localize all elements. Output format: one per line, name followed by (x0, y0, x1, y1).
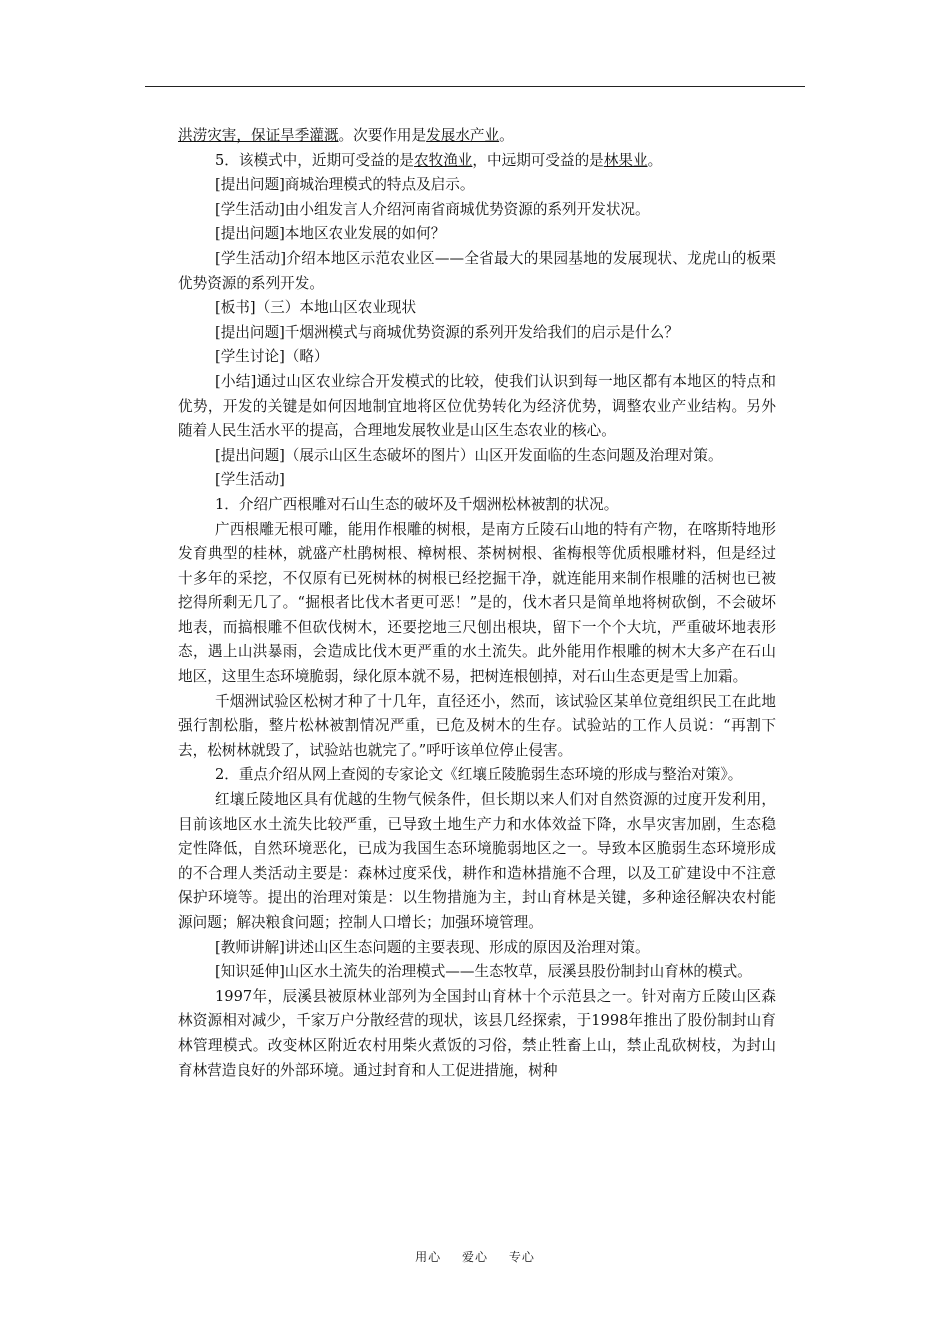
paragraph (178, 518, 776, 690)
paragraph-text: [学生活动] (215, 471, 285, 489)
paragraph-text: 红壤丘陵地区具有优越的生物气候条件，但长期以来人们对自然资源的过度开发利用，目前该地区水土流失比较严重，已导致土地生产力和水体效益下降，水旱灾害加剧，生态稳定性降低，自然环境恶化，已成为我国生态环境脆弱地区之一。导致本区脆弱生态环境形成的不合理人类活动主要是：森林过度采伐，耕作和造林措施不合理，以及工矿建设中不注意保护环境等。提出的治理对策是：以生物措施为主，封山育林是关键，多种途径解决农村能源问题；解决粮食问题；控制人口增长；加强环境管理。 (178, 791, 776, 931)
paragraph-text: [提出问题]（展示山区生态破坏的图片）山区开发面临的生态问题及治理对策。 (215, 446, 723, 464)
paragraph-text: [知识延伸]山区水土流失的治理模式——生态牧草，辰溪县股份制封山育林的模式。 (215, 963, 752, 981)
footer-word-1: 用心 (415, 1250, 442, 1264)
paragraph (178, 763, 776, 788)
paragraph (178, 985, 776, 1083)
paragraph (178, 788, 776, 936)
paragraph (178, 124, 776, 149)
paragraph-text: [小结]通过山区农业综合开发模式的比较，使我们认识到每一地区都有本地区的特点和优势，开发的关键是如何因地制宜地将区位优势转化为经济优势，调整农业产业结构。另外随着人民生活水平的提高，合理地发展牧业是山区生态农业的核心。 (178, 372, 776, 440)
underlined-text: 林果业 (603, 151, 648, 169)
paragraph-text: [提出问题]商城治理模式的特点及启示。 (215, 176, 475, 194)
paragraph (178, 321, 776, 346)
paragraph-text: [学生活动]由小组发言人介绍河南省商城优势资源的系列开发状况。 (215, 200, 650, 218)
paragraph (178, 444, 776, 469)
underlined-text: 洪涝灾害，保证旱季灌溉 (178, 127, 339, 144)
paragraph-text: [教师讲解]讲述山区生态问题的主要表现、形成的原因及治理对策。 (215, 938, 650, 956)
paragraph (178, 936, 776, 961)
underlined-text: 发展水产业 (426, 127, 500, 144)
paragraph-text: ，中远期可受益的是 (472, 151, 604, 169)
paragraph-text: 广西根雕无根可雕，能用作根雕的树根，是南方丘陵石山地的特有产物，在喀斯特地形发育典型的桂林，就盛产杜鹃树根、樟树根、茶树树根、雀梅根等优质根雕材料，但是经过十多年的采挖，不仅原有已死树林的树根已经挖掘干净，就连能用来制作根雕的活树也已被挖得所剩无几了。“掘根者比伐木者更可恶！”是的，伐木者只是简单地将树砍倒，不会破坏地表，而搞根雕不但砍伐树木，还要挖地三尺刨出根块，留下一个个大坑，严重破坏地表形态，遇上山洪暴雨，会造成比伐木更严重的水土流失。此外能用作根雕的树木大多产在石山地区，这里生态环境脆弱，绿化原本就不易，把树连根刨掉，对石山生态更是雪上加霜。 (178, 520, 776, 686)
page-footer (0, 1248, 950, 1265)
paragraph-text: 千烟洲试验区松树才种了十几年，直径还小，然而，该试验区某单位竟组织民工在此地强行割松脂，整片松林被割情况严重，已危及树木的生存。试验站的工作人员说：“再割下去，松树林就毁了，试验站也就完了。”呼吁该单位停止侵害。 (178, 692, 776, 759)
paragraph-text: 。 (647, 151, 663, 169)
paragraph (178, 173, 776, 198)
footer-word-2: 爱心 (461, 1250, 488, 1264)
underlined-text: 农牧渔业 (414, 151, 473, 169)
paragraph (178, 345, 776, 370)
header-rule (145, 86, 805, 87)
paragraph (178, 247, 776, 296)
paragraph (178, 960, 776, 985)
footer-word-3: 专心 (508, 1250, 535, 1264)
paragraph (178, 296, 776, 321)
paragraph (178, 149, 776, 174)
paragraph (178, 370, 776, 444)
paragraph-text: [提出问题]本地区农业发展的如何？ (215, 225, 446, 243)
paragraph-text: 。次要作用是 (338, 127, 427, 144)
paragraph-text: 1997年，辰溪县被原林业部列为全国封山育林十个示范县之一。针对南方丘陵山区森林资源相对减少，千家万户分散经营的现状，该县几经探索，于1998年推出了股份制封山育林管理模式。改变林区附近农村用柴火煮饭的习俗，禁止牲畜上山，禁止乱砍树枝，为封山育林营造良好的外部环境。通过封育和人工促进措施，树种 (178, 987, 776, 1079)
paragraph-text: 。 (499, 127, 514, 144)
paragraph (178, 198, 776, 223)
paragraph-text: [学生活动]介绍本地区示范农业区——全省最大的果园基地的发展现状、龙虎山的板栗优势资源的系列开发。 (178, 249, 776, 292)
paragraph (178, 468, 776, 493)
paragraph-text: 5．该模式中，近期可受益的是 (215, 151, 415, 169)
paragraph (178, 493, 776, 518)
paragraph-text: [学生讨论]（略） (215, 348, 329, 366)
paragraph-text: [板书]（三）本地山区农业现状 (215, 299, 417, 317)
paragraph (178, 690, 776, 764)
paragraph (178, 222, 776, 247)
paragraph-text: 2．重点介绍从网上查阅的专家论文《红壤丘陵脆弱生态环境的形成与整治对策》。 (215, 766, 743, 784)
paragraph-text: 1．介绍广西根雕对石山生态的破坏及千烟洲松林被割的状况。 (215, 495, 619, 513)
document-body (178, 124, 776, 1083)
paragraph-text: [提出问题]千烟洲模式与商城优势资源的系列开发给我们的启示是什么？ (215, 323, 679, 341)
